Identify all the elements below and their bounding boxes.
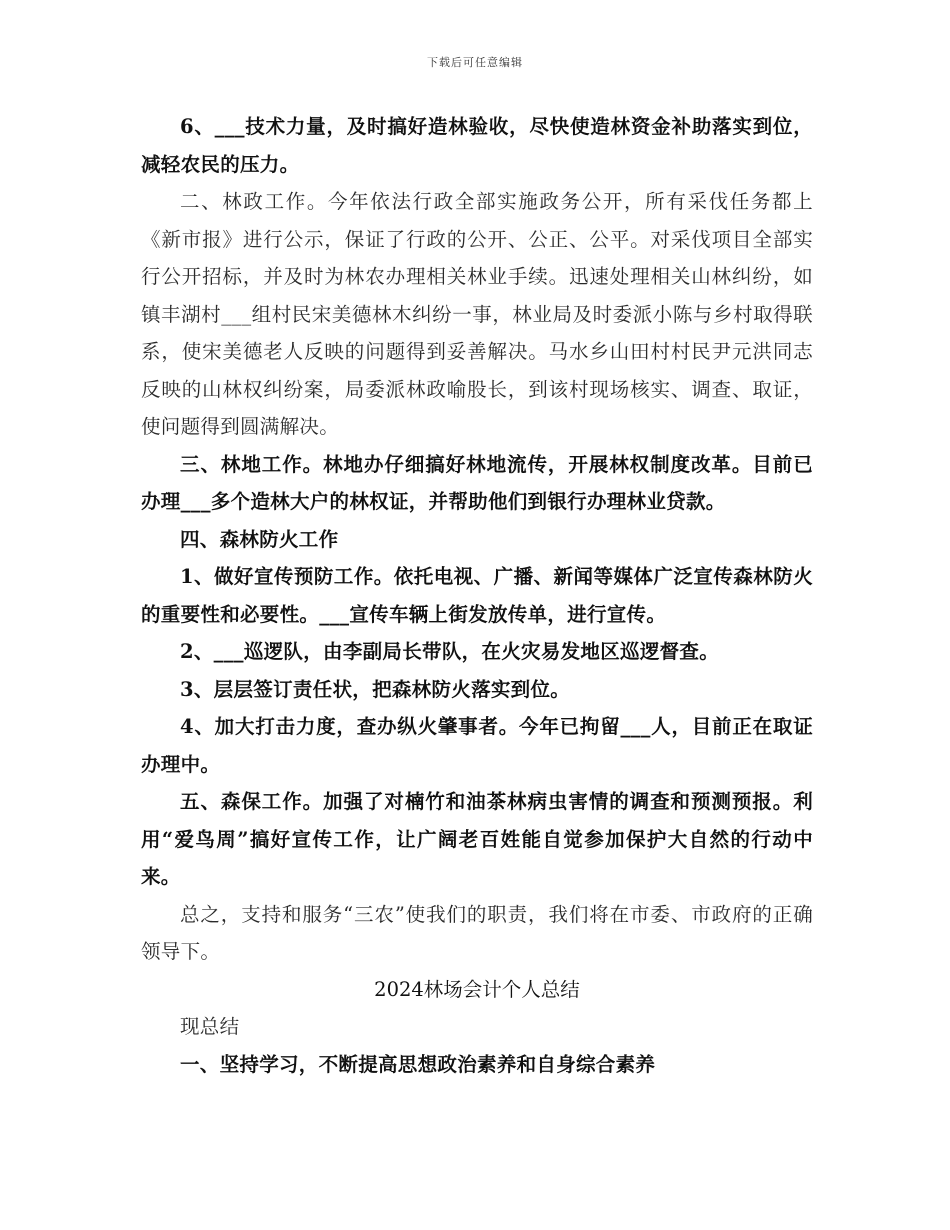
paragraph-fire-2: 2、___巡逻队，由李副局长带队，在火灾易发地区巡逻督查。 bbox=[180, 640, 720, 663]
paragraph-conclusion: 总之，支持和服务“三农”使我们的职责，我们将在市委、市政府的正确领导下。 bbox=[141, 902, 813, 963]
paragraph-forest-administration: 二、林政工作。今年依法行政全部实施政务公开，所有采伐任务都上《新市报》进行公示，保证了行政的公开、公正、公平。对采伐项目全部实行公开招标，并及时为林农办理相关林业手续。迅速处理相关山林纠纷，如镇丰湖村___组村民宋美德林木纠纷一事，林业局及时委派小陈与乡村取得联系，使宋美德老人反映的问题得到妥善解决。马水乡山田村村民尹元洪同志反映的山林权纠纷案，局委派林政喻股长，到该村现场核实、调查、取证，使问题得到圆满解决。 bbox=[141, 190, 813, 438]
section-title: 2024林场会计个人总结 bbox=[374, 977, 580, 1001]
paragraph-afforestation-6: 6、___技术力量，及时搞好造林验收，尽快使造林资金补助落实到位，减轻农民的压力。 bbox=[141, 115, 813, 176]
paragraph-forest-land: 三、林地工作。林地办仔细搞好林地流传，开展林权制度改革。目前已办理___多个造林大户的林权证，并帮助他们到银行办理林业贷款。 bbox=[141, 452, 813, 513]
paragraph-summary-intro: 现总结 bbox=[180, 1015, 240, 1038]
document-body bbox=[141, 108, 813, 1083]
paragraph-summary-point-1: 一、坚持学习，不断提高思想政治素养和自身综合素养 bbox=[180, 1052, 656, 1076]
header-note: 下载后可任意编辑 bbox=[427, 56, 523, 69]
paragraph-fire-1: 1、做好宣传预防工作。依托电视、广播、新闻等媒体广泛宣传森林防火的重要性和必要性。___宣传车辆上街发放传单，进行宣传。 bbox=[141, 565, 813, 626]
heading-fire-prevention: 四、森林防火工作 bbox=[180, 527, 339, 551]
paragraph-fire-3: 3、层层签订责任状，把森林防火落实到位。 bbox=[180, 677, 571, 701]
paragraph-fire-4: 4、加大打击力度，查办纵火肇事者。今年已拘留___人，目前正在取证办理中。 bbox=[141, 715, 813, 776]
paragraph-forest-protection: 五、森保工作。加强了对楠竹和油茶林病虫害情的调查和预测预报。利用“爱鸟周”搞好宣传工作，让广阔老百姓能自觉参加保护大自然的行动中来。 bbox=[141, 790, 813, 888]
